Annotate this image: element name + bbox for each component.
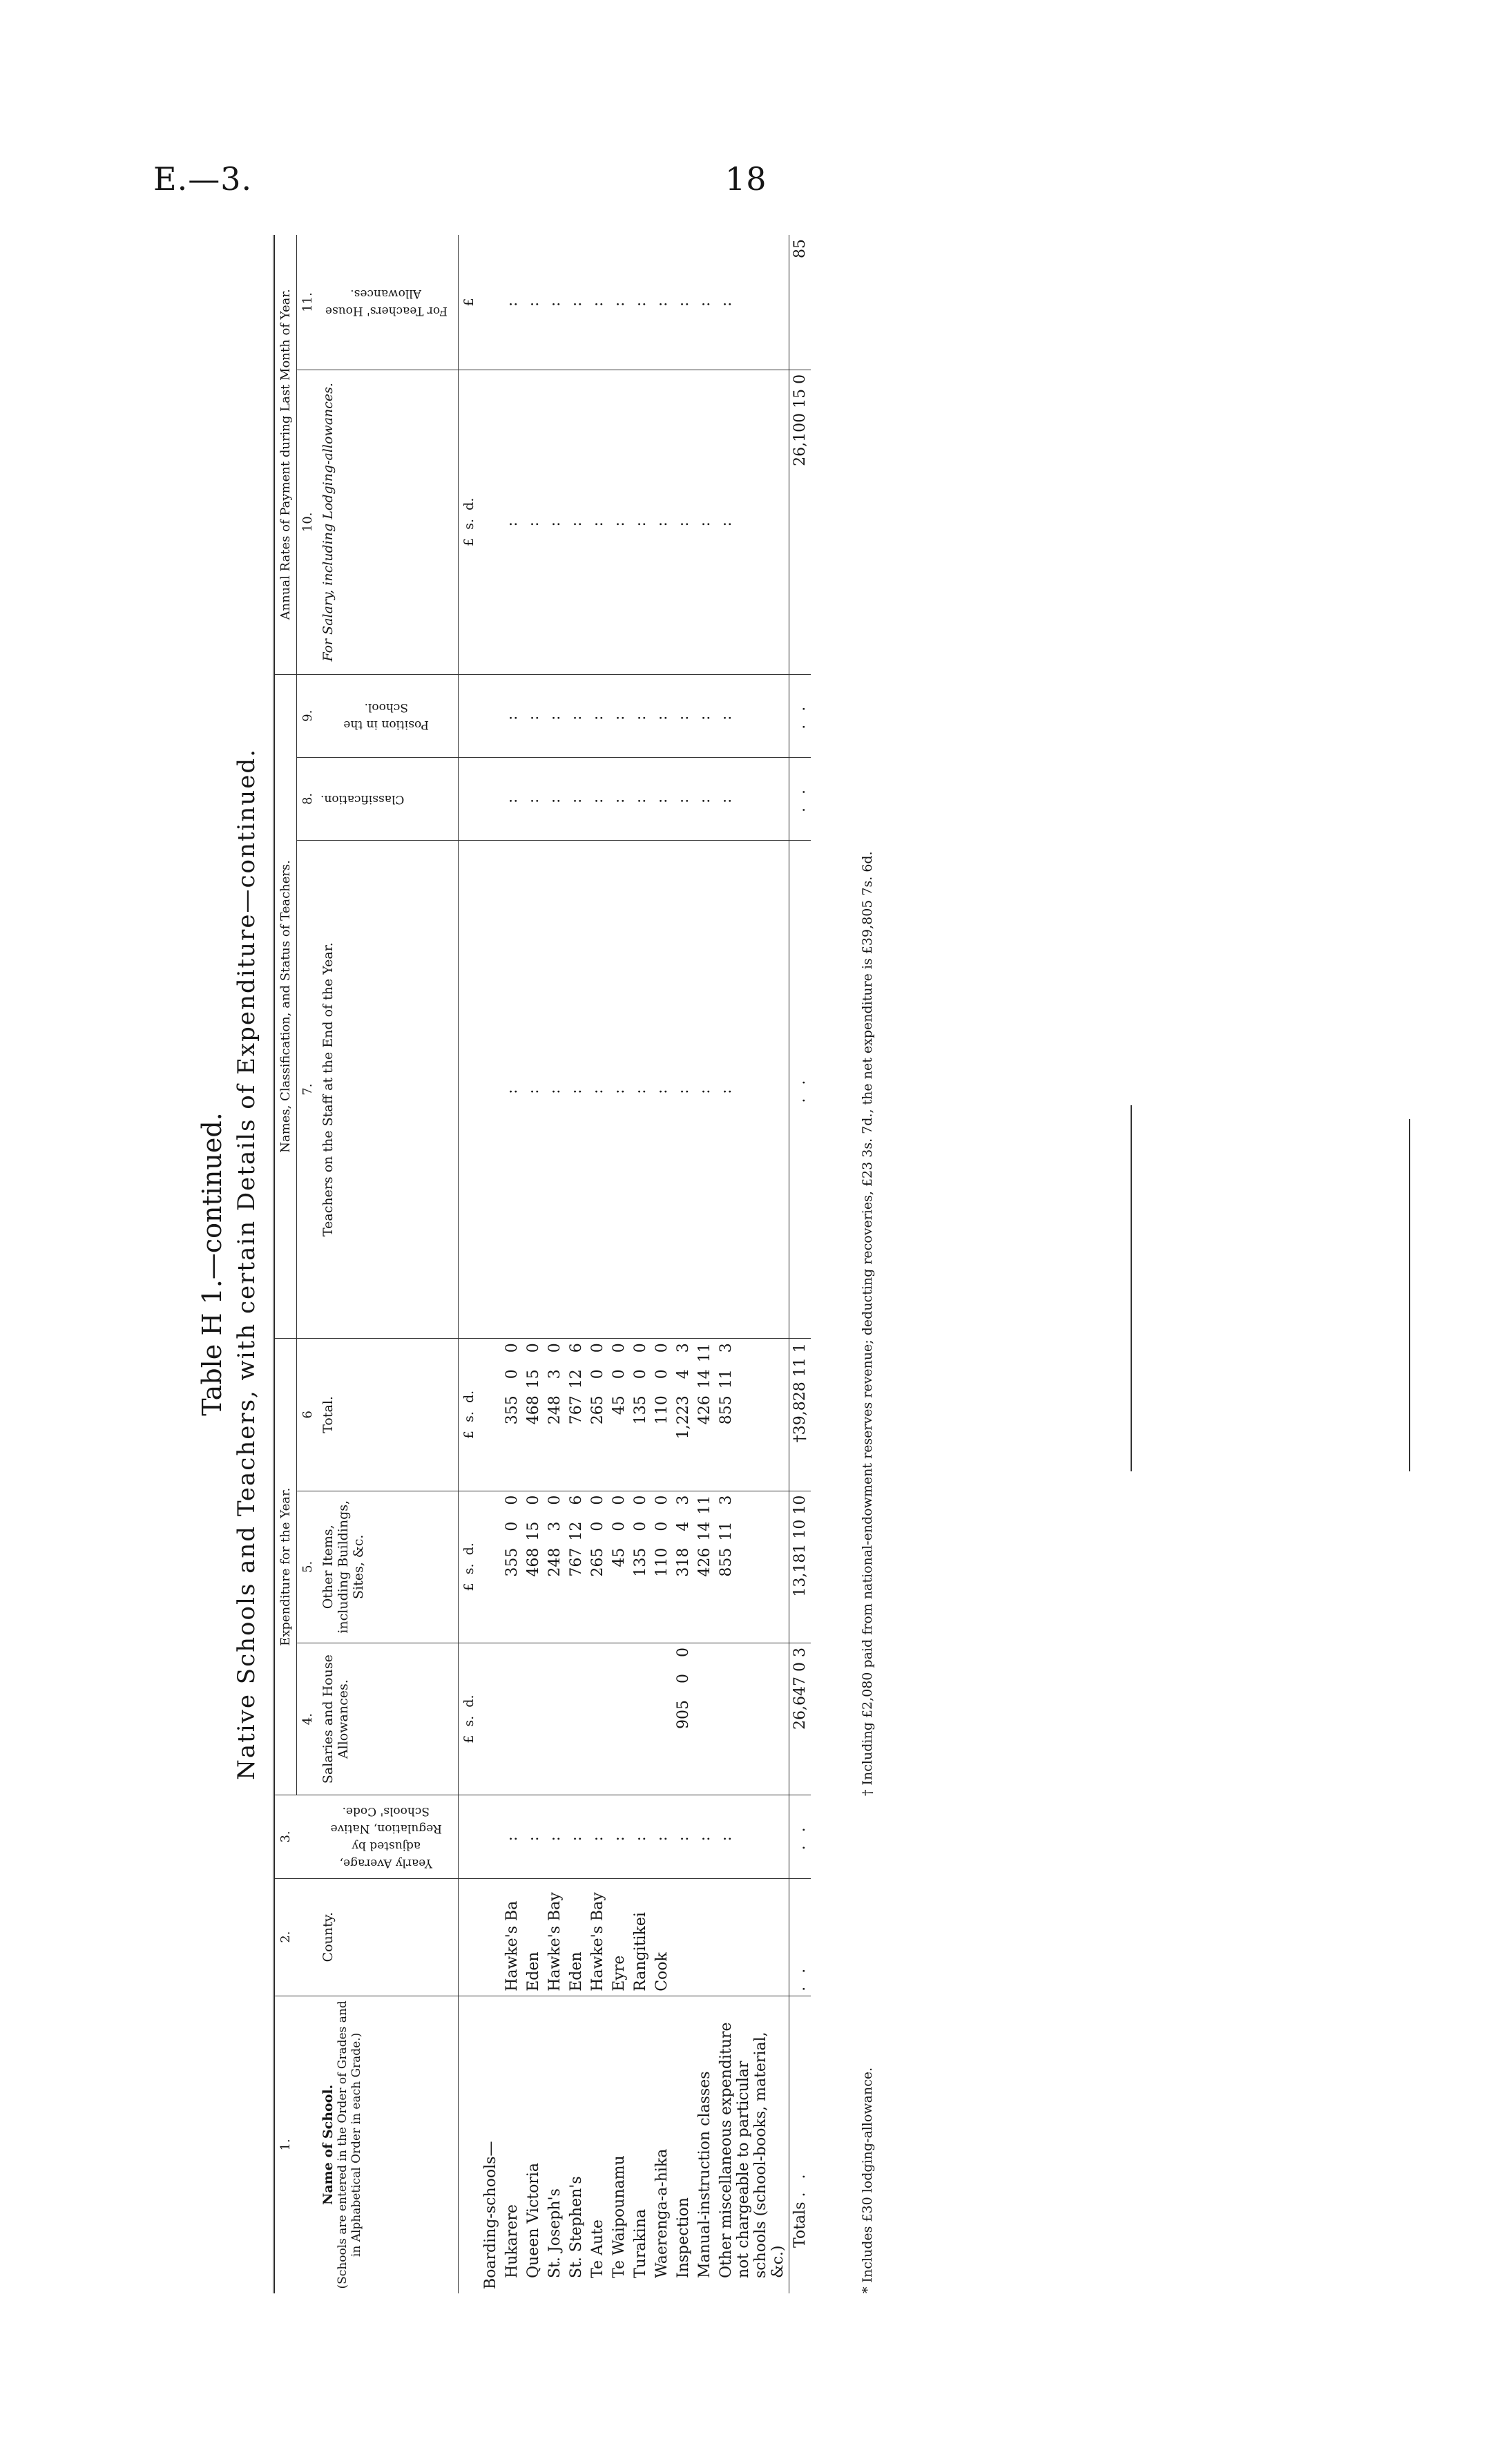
table-row: Other miscellaneous expenditure not chargeable to particular schools (school-books, material, &c.) : 855113 855113 : : : : :	[715, 235, 789, 2293]
total-pence: 0	[503, 1343, 521, 1353]
total-pounds: 426	[696, 1395, 713, 1425]
county: Eyre	[608, 1878, 630, 1996]
sal-pounds: 905	[675, 1699, 692, 1729]
total-shillings: 12	[568, 1369, 585, 1389]
total-cell	[694, 1339, 715, 1491]
sal-shillings: 0	[675, 1673, 692, 1683]
table-row: Waerenga-a-hika Cook : 11000 11000 : : : : :	[651, 235, 673, 2293]
other-pence: 0	[611, 1495, 628, 1505]
total-shillings: 0	[503, 1369, 521, 1379]
table-row: St. Stephen's Eden : 767126 767126 : : : : :	[566, 235, 587, 2293]
salaries-cell	[630, 1643, 651, 1795]
school-name: Queen Victoria	[523, 1996, 544, 2293]
total-cell	[608, 1339, 630, 1491]
other-pence: 6	[568, 1495, 585, 1505]
other-pounds: 135	[632, 1547, 649, 1577]
other-shillings: 11	[718, 1521, 735, 1541]
allowance-units: £	[461, 298, 477, 307]
other-shillings: 4	[675, 1521, 692, 1531]
salaries-cell	[566, 1643, 587, 1795]
sal-pence: 0	[675, 1647, 692, 1657]
other-pence: 0	[589, 1495, 606, 1505]
table-body	[480, 235, 789, 2293]
total-cell	[566, 1339, 587, 1491]
totals-salaries: 26,647 0 3	[789, 1643, 811, 1795]
other-items-header: Other Items, including Buildings, Sites, &c.	[318, 1491, 459, 1643]
salaries-cell	[587, 1643, 608, 1795]
totals-grand: †39,828 11 1	[789, 1339, 811, 1491]
col8-number: 8.	[297, 757, 319, 840]
county-header: County.	[318, 1878, 459, 1996]
other-items-cell	[544, 1491, 566, 1643]
table-row: Te Aute Hawke's Bay : 26500 26500 : : : : :	[587, 235, 608, 2293]
school-name: Waerenga-a-hika	[651, 1996, 673, 2293]
col1-number: 1.	[274, 1996, 297, 2293]
classification-header: Classification.	[318, 757, 459, 840]
total-pence: 3	[675, 1343, 692, 1353]
rate-units: £ s. d.	[459, 370, 481, 674]
gutter-line-right	[1409, 1119, 1410, 1471]
other-pounds: 110	[653, 1547, 671, 1577]
table-subtitle: Native Schools and Teachers, with certain Details of Expenditure—continued.	[233, 748, 260, 1780]
other-shillings: 14	[696, 1521, 713, 1541]
footnote-endowment: † Including £2,080 paid from national-endowment reserves revenue; deducting recoveries, £23 3s. 7d., the net expenditure is £39,805 7s. 6d.	[860, 851, 875, 1796]
totals-house-allowance: 85	[789, 235, 811, 370]
total-shillings: 11	[718, 1369, 735, 1389]
position-header: Position in the School.	[318, 674, 459, 757]
school-name: St. Stephen's	[566, 1996, 587, 2293]
col3-number: 3.	[274, 1795, 297, 1878]
salaries-cell	[715, 1643, 789, 1795]
salaries-cell	[523, 1643, 544, 1795]
county: Eden	[523, 1878, 544, 1996]
other-pence: 0	[653, 1495, 671, 1505]
table-row: Manual-instruction classes : 4261411 4261411 : : : : :	[694, 235, 715, 2293]
other-pence: 0	[546, 1495, 564, 1505]
col2-number: 2.	[274, 1878, 297, 1996]
col10-number: 10.	[297, 370, 319, 674]
salaries-units: £ s. d.	[459, 1643, 481, 1795]
other-units: £ s. d.	[459, 1491, 481, 1643]
other-shillings: 15	[525, 1521, 542, 1541]
county	[673, 1878, 694, 1996]
county: Cook	[651, 1878, 673, 1996]
total-cell	[501, 1339, 523, 1491]
county: Rangitikei	[630, 1878, 651, 1996]
other-pence: 11	[696, 1495, 713, 1515]
county	[694, 1878, 715, 1996]
other-pounds: 265	[589, 1547, 606, 1577]
salaries-cell	[651, 1643, 673, 1795]
total-pence: 11	[696, 1343, 713, 1363]
table-row: Inspection : 90500 31843 1,22343 : : : : :	[673, 235, 694, 2293]
other-pounds: 355	[503, 1547, 521, 1577]
salaries-cell	[694, 1643, 715, 1795]
county	[715, 1878, 789, 1996]
other-items-cell	[694, 1491, 715, 1643]
school-order-note: (Schools are entered in the Order of Grades and in Alphabetical Order in each Grade.)	[336, 2000, 363, 2289]
col1-header	[318, 1996, 459, 2293]
other-shillings: 3	[546, 1521, 564, 1531]
total-pounds: 45	[611, 1395, 628, 1415]
school-name: Te Aute	[587, 1996, 608, 2293]
total-pence: 0	[653, 1343, 671, 1353]
total-pence: 3	[718, 1343, 735, 1353]
school-name: Turakina	[630, 1996, 651, 2293]
total-pence: 0	[546, 1343, 564, 1353]
other-shillings: 0	[503, 1521, 521, 1531]
totals-label: Totals . .	[789, 1996, 811, 2293]
col7-number: 7.	[297, 841, 319, 1339]
other-items-cell	[651, 1491, 673, 1643]
house-allowance-header: For Teachers' House Allowances.	[318, 235, 459, 370]
table-row: Turakina Rangitikei : 13500 13500 : : : : :	[630, 235, 651, 2293]
other-items-cell	[501, 1491, 523, 1643]
totals-salary-rate: 26,100 15 0	[789, 370, 811, 674]
rates-group-header: Annual Rates of Payment during Last Month of Year.	[274, 235, 297, 674]
totals-other: 13,181 10 10	[789, 1491, 811, 1643]
total-cell	[673, 1339, 694, 1491]
county: Hawke's Ba	[501, 1878, 523, 1996]
school-name: Te Waipounamu	[608, 1996, 630, 2293]
other-pounds: 426	[696, 1547, 713, 1577]
school-name: St. Joseph's	[544, 1996, 566, 2293]
column-subnumber-row	[297, 235, 319, 2293]
other-pence: 0	[525, 1495, 542, 1505]
total-shillings: 0	[632, 1369, 649, 1379]
teachers-staff-header: Teachers on the Staff at the End of the Year.	[318, 841, 459, 1339]
total-cell	[630, 1339, 651, 1491]
total-cell	[715, 1339, 789, 1491]
other-items-cell	[523, 1491, 544, 1643]
expenditure-table	[273, 235, 811, 2293]
total-units: £ s. d.	[459, 1339, 481, 1491]
col11-number: 11.	[300, 292, 315, 312]
salaries-header: Salaries and House Allowances.	[318, 1643, 459, 1795]
other-pounds: 468	[525, 1547, 542, 1577]
total-cell	[544, 1339, 566, 1491]
salary-rate-header: For Salary, including Lodging-allowances.	[318, 370, 459, 674]
other-pounds: 767	[568, 1547, 585, 1577]
other-shillings: 0	[589, 1521, 606, 1531]
salaries-cell	[544, 1643, 566, 1795]
table-row: St. Joseph's Hawke's Bay : 24830 24830 : : : : :	[544, 235, 566, 2293]
yearly-average-header: Yearly Average, adjusted by Regulation, Native Schools' Code.	[318, 1795, 459, 1878]
school-name: Inspection	[673, 1996, 694, 2293]
total-pounds: 468	[525, 1395, 542, 1425]
other-items-cell	[587, 1491, 608, 1643]
other-items-cell	[608, 1491, 630, 1643]
table-row: Te Waipounamu Eyre : 4500 4500 : : : : :	[608, 235, 630, 2293]
section-heading-row	[480, 235, 501, 2293]
other-pence: 0	[503, 1495, 521, 1505]
total-shillings: 4	[675, 1369, 692, 1379]
page-code: E.—3.	[153, 160, 253, 198]
other-pence: 3	[718, 1495, 735, 1505]
col9-number: 9.	[297, 674, 319, 757]
column-number-row	[274, 235, 297, 2293]
totals-row: Totals . . . . . . 26,647 0 3 13,181 10 10 †39,828 11 1 . . . . . . 26,100 15 0 85	[789, 235, 811, 2293]
total-shillings: 0	[589, 1369, 606, 1379]
totals-body	[789, 235, 811, 2293]
other-shillings: 0	[611, 1521, 628, 1531]
salaries-cell	[608, 1643, 630, 1795]
other-shillings: 12	[568, 1521, 585, 1541]
total-header: Total.	[318, 1339, 459, 1491]
school-name: Other miscellaneous expenditure not chargeable to particular schools (school-books, material, &c.)	[715, 1996, 789, 2293]
table-title: Table H 1.—continued.	[197, 1112, 227, 1416]
table-row: Hukarere Hawke's Ba : 35500 35500 : : : : :	[501, 235, 523, 2293]
county: Hawke's Bay	[587, 1878, 608, 1996]
total-pounds: 767	[568, 1395, 585, 1425]
total-shillings: 0	[611, 1369, 628, 1379]
salaries-cell	[501, 1643, 523, 1795]
total-shillings: 0	[653, 1369, 671, 1379]
table-row: Queen Victoria Eden : 468150 468150 : : : : :	[523, 235, 544, 2293]
total-pence: 6	[568, 1343, 585, 1353]
other-pounds: 318	[675, 1547, 692, 1577]
section-heading: Boarding-schools—	[480, 1996, 501, 2293]
teachers-group-header: Names, Classification, and Status of Teachers.	[274, 674, 297, 1339]
total-shillings: 14	[696, 1369, 713, 1389]
total-cell	[523, 1339, 544, 1491]
school-name-header: Name of School.	[320, 2084, 336, 2206]
other-items-cell	[566, 1491, 587, 1643]
other-items-cell	[715, 1491, 789, 1643]
total-pounds: 248	[546, 1395, 564, 1425]
total-pence: 0	[611, 1343, 628, 1353]
page-number: 18	[725, 160, 767, 198]
county: Eden	[566, 1878, 587, 1996]
other-pounds: 855	[718, 1547, 735, 1577]
total-pounds: 355	[503, 1395, 521, 1425]
total-pence: 0	[589, 1343, 606, 1353]
total-pounds: 855	[718, 1395, 735, 1425]
county: Hawke's Bay	[544, 1878, 566, 1996]
salaries-cell	[673, 1643, 694, 1795]
total-cell	[651, 1339, 673, 1491]
footnote-lodging: * Includes £30 lodging-allowance.	[860, 2067, 875, 2293]
other-shillings: 0	[632, 1521, 649, 1531]
total-pence: 0	[525, 1343, 542, 1353]
total-cell	[587, 1339, 608, 1491]
expenditure-group-header: Expenditure for the Year.	[274, 1339, 297, 1795]
school-name: Hukarere	[501, 1996, 523, 2293]
other-items-cell	[673, 1491, 694, 1643]
total-pounds: 1,223	[675, 1395, 692, 1440]
total-shillings: 15	[525, 1369, 542, 1389]
other-items-cell	[630, 1491, 651, 1643]
col5-number: 5.	[297, 1491, 319, 1643]
total-shillings: 3	[546, 1369, 564, 1379]
total-pounds: 135	[632, 1395, 649, 1425]
gutter-line-left	[1131, 1105, 1132, 1471]
units-row	[459, 235, 481, 2293]
rotated-table-region	[197, 221, 887, 2293]
total-pounds: 110	[653, 1395, 671, 1425]
total-pounds: 265	[589, 1395, 606, 1425]
other-shillings: 0	[653, 1521, 671, 1531]
other-pounds: 45	[611, 1547, 628, 1567]
column-header-row	[318, 235, 459, 2293]
other-pounds: 248	[546, 1547, 564, 1577]
other-pence: 3	[675, 1495, 692, 1505]
col6-number: 6	[297, 1339, 319, 1491]
col4-number: 4.	[297, 1643, 319, 1795]
total-pence: 0	[632, 1343, 649, 1353]
other-pence: 0	[632, 1495, 649, 1505]
school-name: Manual-instruction classes	[694, 1996, 715, 2293]
